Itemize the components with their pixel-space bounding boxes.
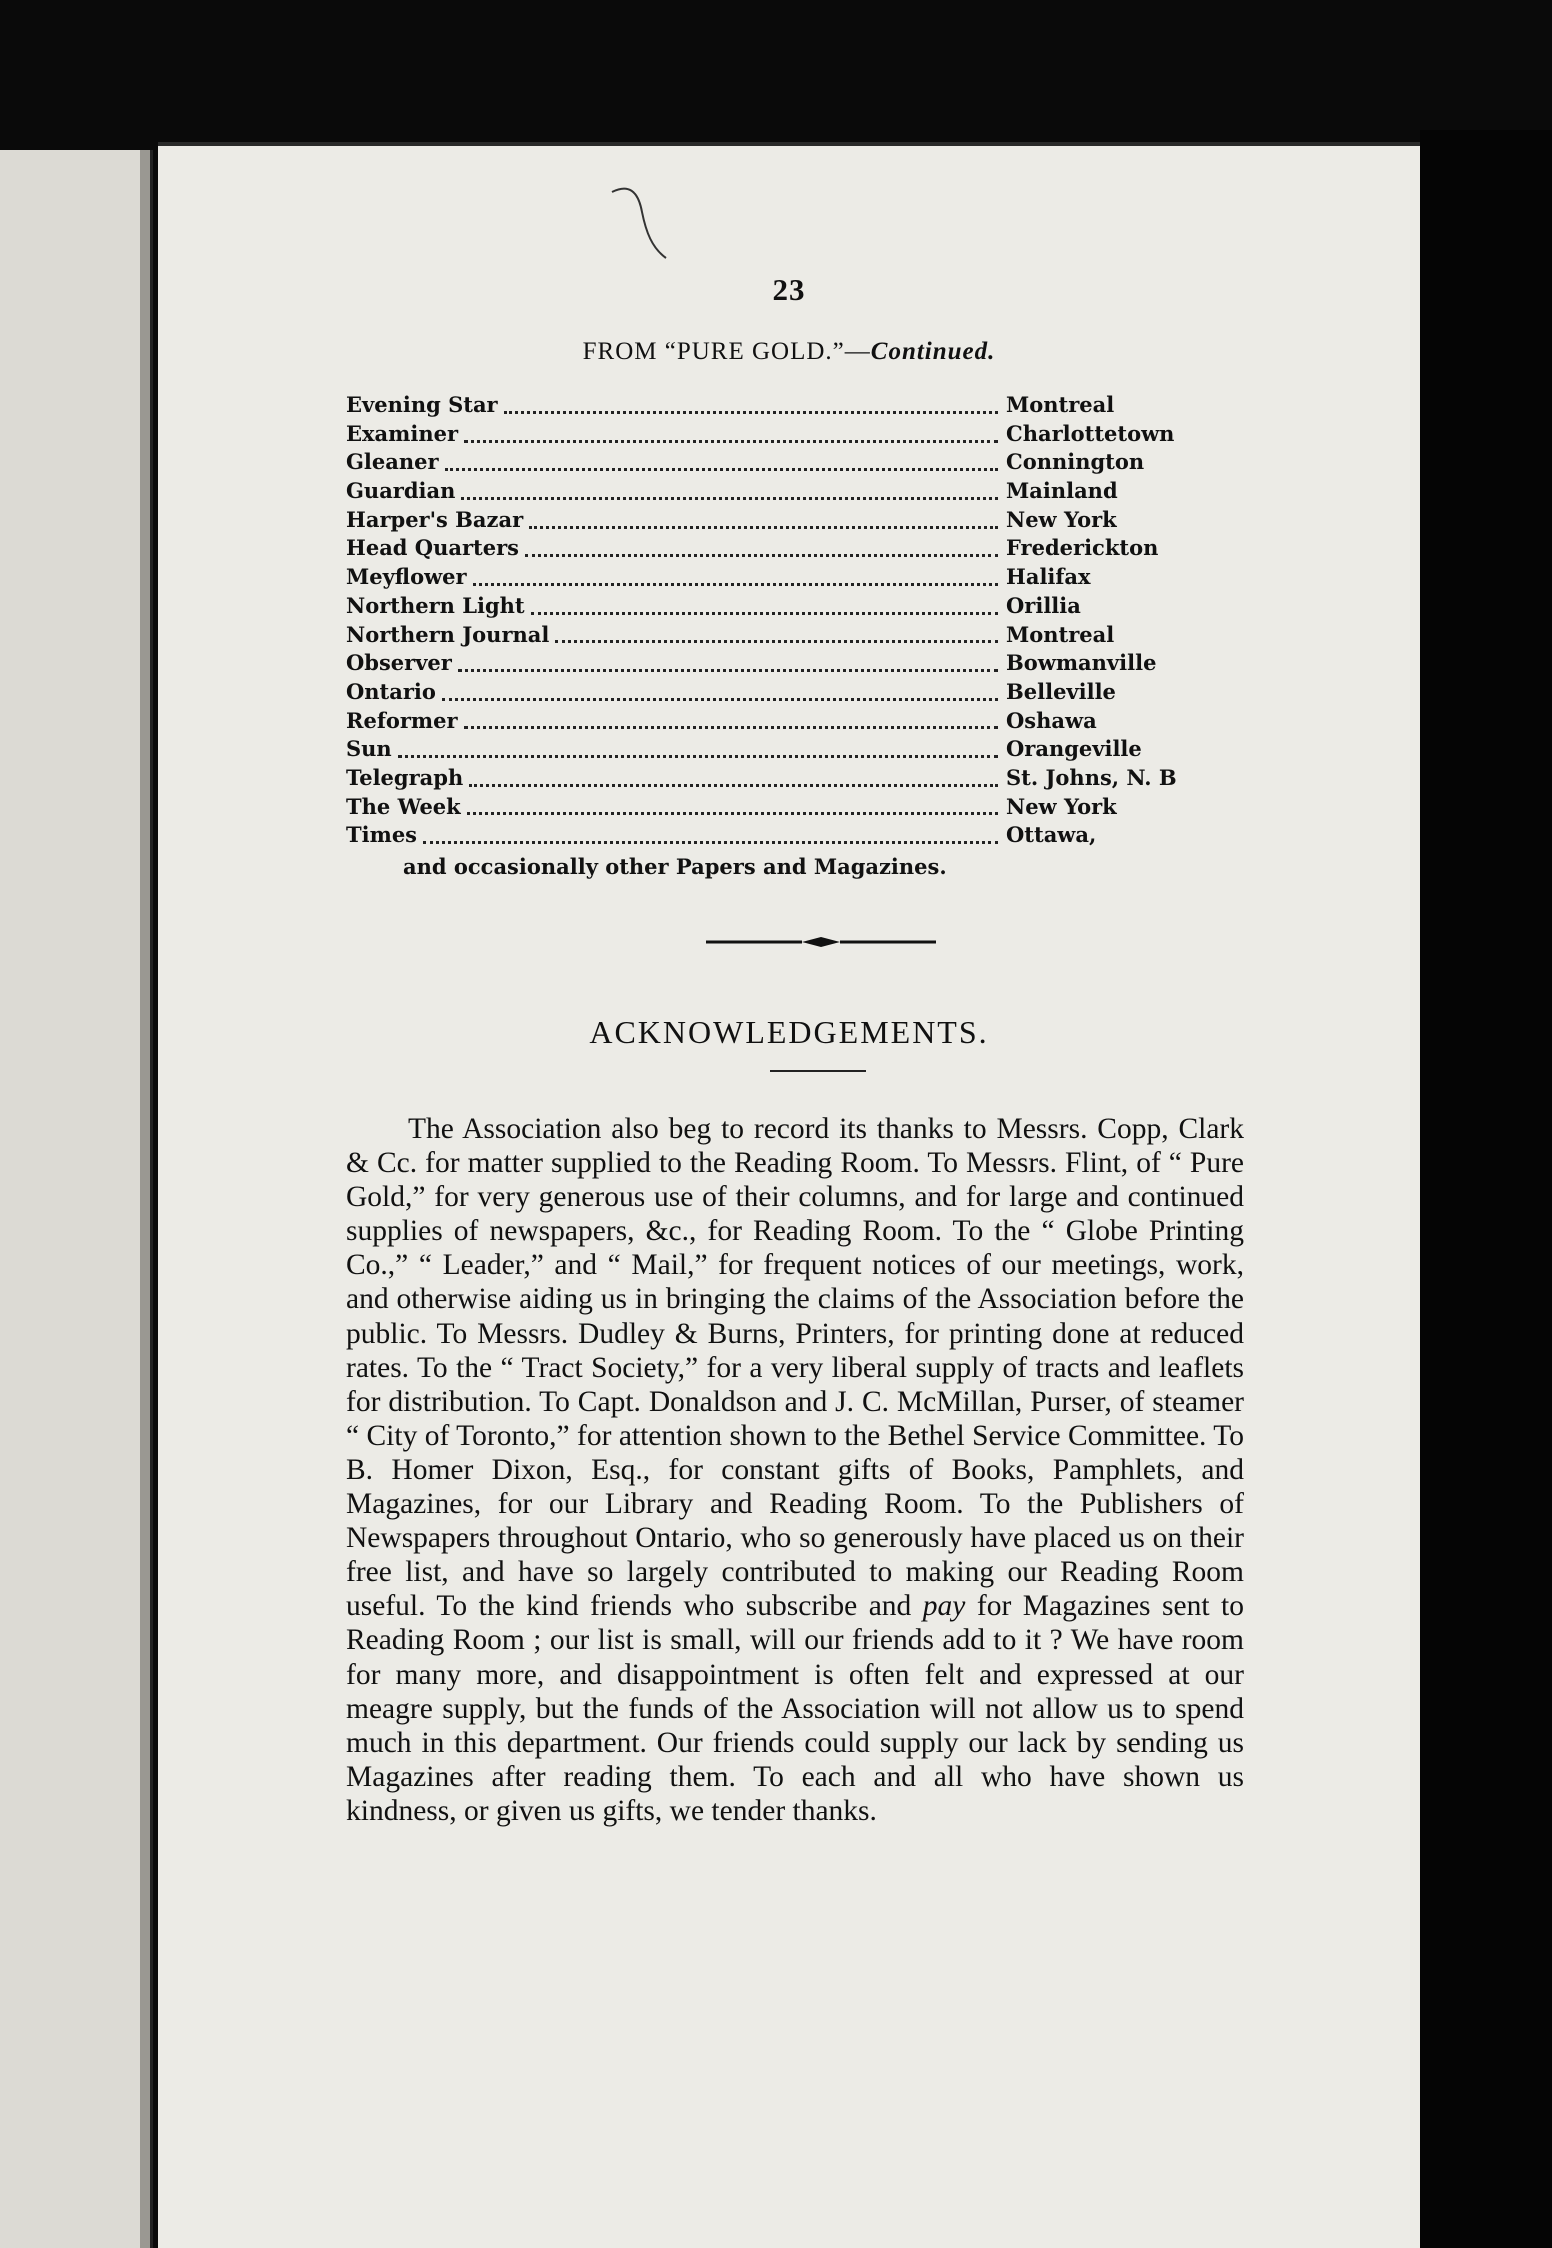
newspaper-name: Telegraph — [346, 764, 464, 790]
newspaper-row — [346, 506, 1206, 535]
dot-leader — [398, 749, 998, 758]
newspaper-row — [346, 821, 1206, 850]
pencil-mark-icon — [608, 182, 668, 262]
newspaper-name: Ontario — [346, 678, 436, 704]
newspaper-place: New York — [1006, 793, 1117, 819]
newspaper-place: St. Johns, N. B — [1006, 764, 1177, 790]
scan-background — [1420, 130, 1552, 2248]
dot-leader — [464, 434, 998, 443]
newspaper-place: Orangeville — [1006, 736, 1142, 762]
dot-leader — [531, 606, 998, 615]
newspaper-row — [346, 793, 1206, 822]
newspaper-row — [346, 678, 1206, 707]
list-heading — [158, 338, 1420, 366]
newspaper-row — [346, 534, 1206, 563]
paragraph-text-2: for Magazines sent to Reading Room ; our list is small, will our friends add to it ? We have room for many more, and disappointment is often felt and expressed at our meagre supply, but the funds of the Association will not allow us to spend much in this department. Our friends could supply our lack by sending us Magazines after reading them. To each and all who have shown us kindness, or given us gifts, we tender thanks. — [346, 1590, 1244, 1827]
newspaper-name: Northern Journal — [346, 621, 550, 647]
dot-leader — [467, 806, 998, 815]
newspaper-row — [346, 420, 1206, 449]
newspaper-place: Ottawa, — [1006, 822, 1097, 848]
title-rule — [770, 1070, 866, 1072]
newspaper-name: Guardian — [346, 478, 456, 504]
dot-leader — [423, 835, 998, 844]
paragraph-text-1: The Association also beg to record its thanks to Messrs. Copp, Clark & Cc. for matter supplied to the Reading Room. To Messrs. Flint, of “ Pure Gold,” for very generous use of their columns, and for large and continued supplies of newspapers, &c., for Reading Room. To the “ Globe Printing Co.,” “ Leader,” and “ Mail,” for frequent notices of our meetings, work, and otherwise aiding us in bringing the claims of the Association before the public. To Messrs. Dudley & Burns, Printers, for printing done at reduced rates. To the “ Tract Society,” for a very liberal supply of tracts and leaflets for distribution. To Capt. Donaldson and J. C. McMillan, Purser, of steamer “ City of Toronto,” for attention shown to the Bethel Service Committee. To B. Homer Dixon, Esq., for constant gifts of Books, Pamphlets, and Magazines, for our Library and Reading Room. To the Publishers of Newspapers throughout Ontario, who so generously have placed us on their free list, and have so largely contributed to making our Reading Room useful. To the kind friends who subscribe and — [346, 1113, 1244, 1623]
newspaper-place: Frederickton — [1006, 535, 1159, 561]
newspaper-place: New York — [1006, 506, 1117, 532]
newspaper-row — [346, 707, 1206, 736]
newspaper-row — [346, 592, 1206, 621]
dot-leader — [473, 577, 998, 586]
newspaper-name: Evening Star — [346, 392, 498, 417]
newspaper-row — [346, 448, 1206, 477]
newspaper-place: Bowmanville — [1006, 650, 1157, 676]
paragraph-emphasis: pay — [922, 1590, 966, 1623]
newspaper-place: Halifax — [1006, 564, 1091, 590]
previous-page-edge — [0, 150, 153, 2248]
dot-leader — [525, 548, 998, 557]
newspaper-place: Mainland — [1006, 478, 1118, 504]
newspaper-place: Montreal — [1006, 621, 1115, 647]
dot-leader — [461, 491, 998, 500]
newspaper-row — [346, 621, 1206, 650]
newspaper-row — [346, 391, 1206, 420]
dot-leader — [504, 405, 998, 414]
page-number: 23 — [772, 272, 806, 307]
dot-leader — [458, 663, 998, 672]
list-heading-continued: Continued. — [870, 338, 996, 365]
newspaper-place: Montreal — [1006, 392, 1115, 417]
newspaper-row — [346, 649, 1206, 678]
page-gutter — [140, 150, 150, 2248]
newspaper-place: Connington — [1006, 449, 1145, 475]
newspaper-name: Harper's Bazar — [346, 506, 524, 532]
newspaper-place: Belleville — [1006, 678, 1116, 704]
dot-leader — [555, 634, 998, 643]
newspaper-place: Charlottetown — [1006, 420, 1175, 446]
newspaper-row — [346, 764, 1206, 793]
list-footnote: and occasionally other Papers and Magazines. — [403, 854, 947, 879]
newspaper-row — [346, 477, 1206, 506]
dot-leader — [445, 462, 998, 471]
dot-leader — [529, 520, 998, 529]
newspaper-name: Observer — [346, 650, 452, 676]
newspaper-name: Meyflower — [346, 564, 467, 590]
section-title: ACKNOWLEDGEMENTS. — [589, 1014, 989, 1050]
newspaper-row — [346, 563, 1206, 592]
newspaper-name: Sun — [346, 736, 392, 762]
dot-leader — [469, 778, 998, 787]
scanned-page — [158, 142, 1420, 2248]
dot-leader — [442, 692, 998, 701]
newspaper-name: Head Quarters — [346, 535, 519, 561]
newspaper-name: The Week — [346, 793, 461, 819]
newspaper-place: Orillia — [1006, 592, 1081, 618]
newspaper-name: Times — [346, 822, 418, 848]
newspaper-list — [346, 391, 1206, 850]
dot-leader — [464, 720, 998, 729]
newspaper-name: Northern Light — [346, 592, 525, 618]
ornament-divider-icon — [706, 936, 936, 948]
newspaper-name: Examiner — [346, 420, 459, 446]
newspaper-name: Reformer — [346, 707, 458, 733]
list-heading-text: FROM “PURE GOLD.”— — [582, 338, 871, 365]
newspaper-row — [346, 735, 1206, 764]
newspaper-place: Oshawa — [1006, 707, 1097, 733]
newspaper-name: Gleaner — [346, 449, 439, 475]
acknowledgements-paragraph — [346, 1112, 1244, 1828]
